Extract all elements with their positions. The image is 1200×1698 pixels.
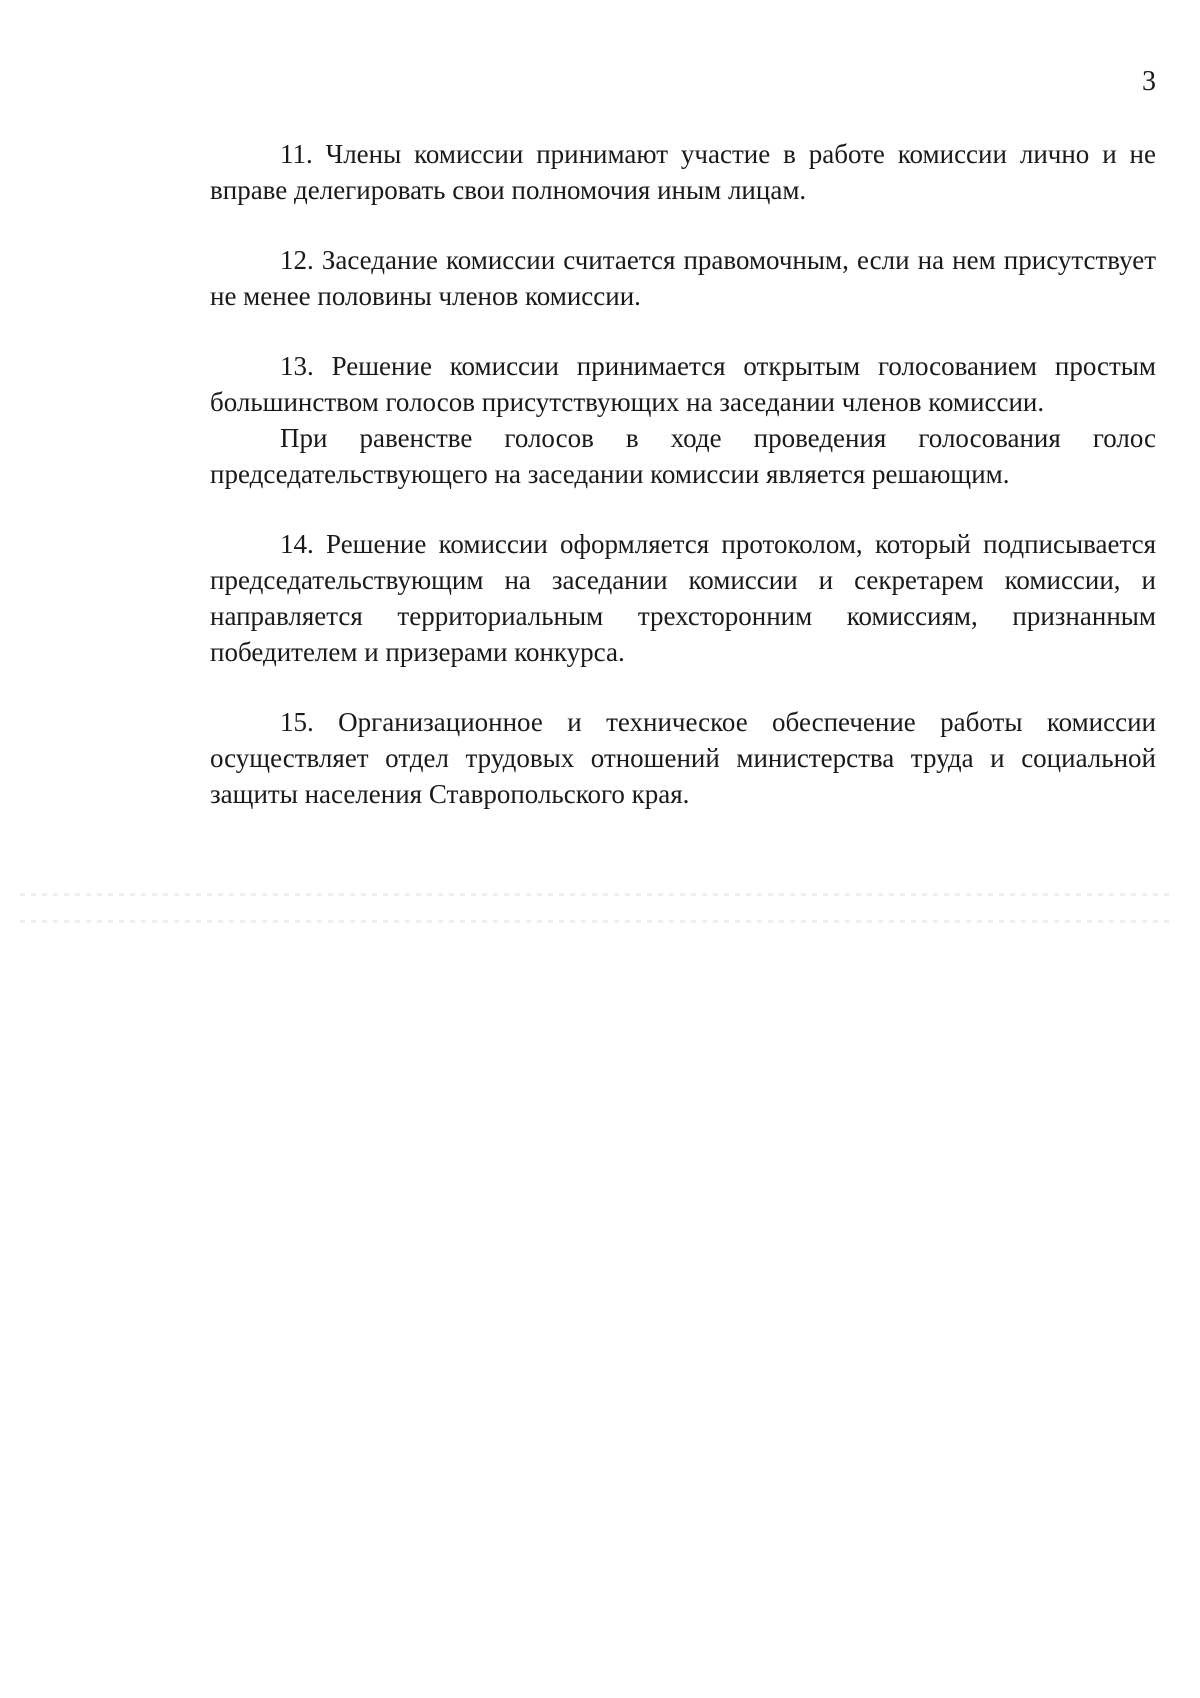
paragraph: 15. Организационное и техническое обеспечение работы комиссии осуществляет отдел трудовых отношений министерства труда и социальной защиты населения Ставропольского края. [210, 707, 1156, 809]
clause-14 [210, 526, 1156, 670]
paragraph: 11. Члены комиссии принимают участие в работе комиссии лично и не вправе делегировать свои полномочия иным лицам. [210, 139, 1156, 205]
scan-artifact [20, 920, 1170, 923]
paragraph: 12. Заседание комиссии считается правомочным, если на нем присутствует не менее половины членов комиссии. [210, 245, 1156, 311]
paragraph: 14. Решение комиссии оформляется протоколом, который подписывается председательствующим на заседании комиссии и секретарем комиссии, и направляется территориальным трехсторонним комиссиям, признанным победителем и призерами конкурса. [210, 529, 1156, 667]
clause-13 [210, 348, 1156, 492]
clause-15 [210, 704, 1156, 812]
scan-artifact [20, 893, 1170, 896]
clause-11 [210, 136, 1156, 208]
document-body [210, 136, 1156, 846]
clause-12 [210, 242, 1156, 314]
page-number: 3 [1142, 66, 1156, 97]
paragraph: 13. Решение комиссии принимается открытым голосованием простым большинством голосов присутствующих на заседании членов комиссии. [210, 351, 1156, 417]
paragraph: При равенстве голосов в ходе проведения голосования голос председательствующего на заседании комиссии является решающим. [210, 423, 1156, 489]
